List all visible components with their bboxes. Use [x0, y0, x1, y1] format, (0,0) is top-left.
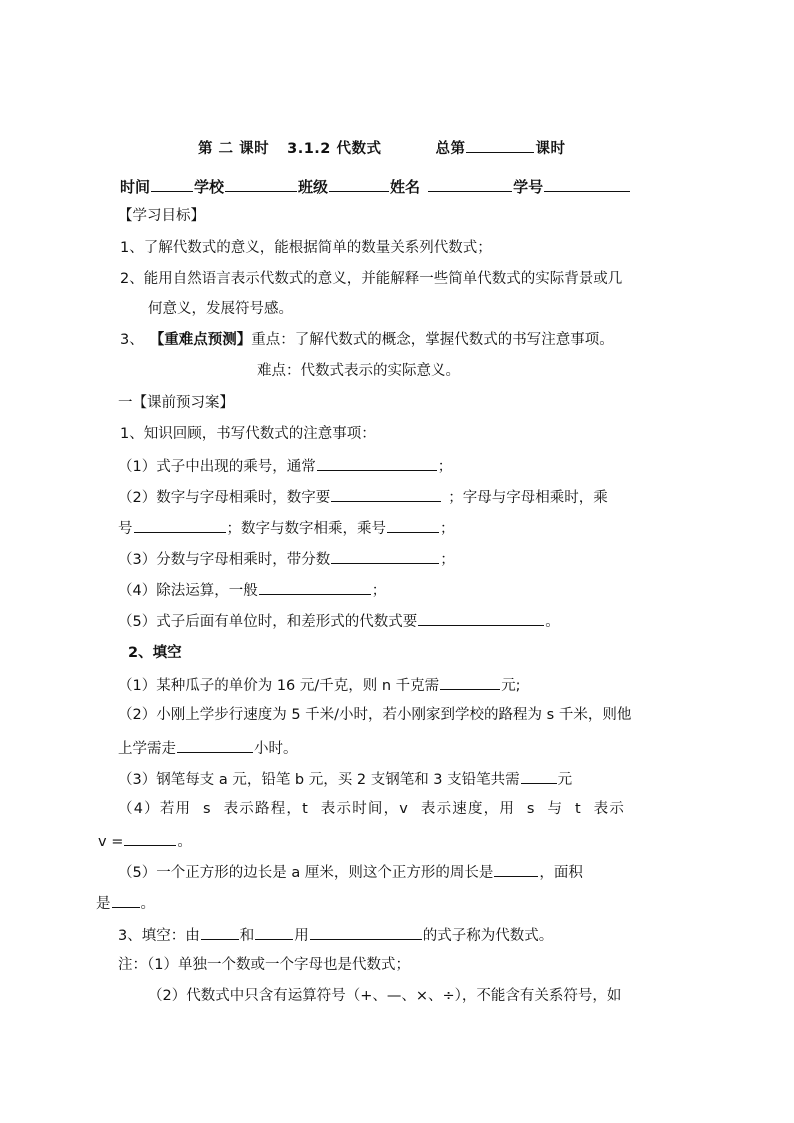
school-label: 学校: [194, 178, 225, 196]
fill-4-line-2: v = 。: [98, 830, 192, 852]
item-4-blank[interactable]: [259, 579, 371, 595]
item-5-blank[interactable]: [418, 610, 544, 626]
goal-2-line-1: 2、能用自然语言表示代数式的意义，并能解释一些简单代数式的实际背景或几: [120, 271, 623, 287]
q3-blank-b[interactable]: [255, 924, 293, 940]
item-3: （3）分数与字母相乘时，带分数 ；: [118, 548, 455, 570]
question-1: 1、知识回顾，书写代数式的注意事项：: [120, 426, 376, 442]
goal-3-number: 3、: [120, 332, 144, 348]
q3-blank-a[interactable]: [201, 924, 239, 940]
item-2-line-2: 号 ；数字与数字相乘，乘号 ；: [118, 517, 455, 539]
item-2-line-1: （2）数字与字母相乘时，数字要 ；字母与字母相乘时，乘: [118, 486, 608, 508]
class-blank[interactable]: [329, 176, 389, 192]
goal-3-text: 重点：了解代数式的概念，掌握代数式的书写注意事项。: [251, 332, 614, 348]
total-prefix: 总第: [435, 141, 466, 157]
fill-5-blank-a[interactable]: [494, 861, 538, 877]
info-row: [120, 176, 631, 197]
fill-4-line-1: （4）若用 s 表示路程，t 表示时间，v 表示速度，用 s 与 t 表示: [118, 801, 626, 817]
time-label: 时间: [120, 178, 151, 196]
item-1: （1）式子中出现的乘号，通常 ；: [118, 455, 452, 477]
note-2: （2）代数式中只含有运算符号（+、—、×、÷），不能含有关系符号，如: [148, 988, 622, 1004]
item-2-blank-c[interactable]: [387, 517, 439, 533]
goal-3-difficulty: 难点：代数式表示的实际意义。: [257, 363, 460, 379]
preview-heading: 一【课前预习案】: [118, 395, 234, 411]
goal-2-line-2: 何意义，发展符号感。: [148, 301, 293, 317]
item-2-blank-a[interactable]: [331, 486, 441, 502]
fill-5-line-1: （5）一个正方形的边长是 a 厘米，则这个正方形的周长是 ，面积: [118, 861, 583, 883]
fill-3-blank[interactable]: [521, 768, 557, 784]
total-blank[interactable]: [466, 137, 534, 153]
goal-1: 1、了解代数式的意义，能根据简单的数量关系列代数式；: [120, 240, 492, 256]
lesson-number: 第 二 课时: [198, 141, 270, 157]
fill-3: （3）钢笔每支 a 元，铅笔 b 元，买 2 支钢笔和 3 支铅笔共需 元: [118, 768, 572, 790]
note-1: 注：（1）单独一个数或一个字母也是代数式；: [118, 957, 410, 973]
name-blank[interactable]: [428, 176, 512, 192]
fill-2-blank[interactable]: [177, 737, 253, 753]
student-no-blank[interactable]: [544, 176, 630, 192]
total-suffix: 课时: [535, 141, 566, 157]
item-1-blank[interactable]: [317, 455, 437, 471]
lesson-topic: 3.1.2 代数式: [287, 141, 382, 157]
school-blank[interactable]: [225, 176, 297, 192]
fill-2-line-2: 上学需走 小时。: [118, 737, 298, 759]
fill-1-blank[interactable]: [440, 674, 500, 690]
name-label: 姓名: [390, 178, 421, 196]
fill-5-blank-b[interactable]: [112, 892, 140, 908]
fill-1: （1）某种瓜子的单价为 16 元/千克，则 n 千克需 元;: [118, 674, 521, 696]
fill-4-blank[interactable]: [124, 830, 176, 846]
goal-3-tag: 【重难点预测】: [149, 332, 252, 348]
page-title: [198, 137, 565, 159]
item-5: （5）式子后面有单位时，和差形式的代数式要 。: [118, 610, 560, 632]
fill-2-line-1: （2）小刚上学步行速度为 5 千米/小时，若小刚家到学校的路程为 s 千米，则他: [118, 707, 632, 723]
fill-5-line-2: 是 。: [96, 892, 155, 914]
student-no-label: 学号: [513, 178, 544, 196]
item-4: （4）除法运算，一般 ；: [118, 579, 386, 601]
goals-heading: 【学习目标】: [118, 208, 205, 224]
question-3: 3、填空：由 和 用 的式子称为代数式。: [118, 924, 553, 946]
item-2-blank-b[interactable]: [134, 517, 226, 533]
goal-3: [120, 330, 614, 350]
item-3-blank[interactable]: [331, 548, 439, 564]
class-label: 班级: [298, 178, 329, 196]
time-blank[interactable]: [151, 176, 193, 192]
q3-blank-c[interactable]: [310, 924, 422, 940]
question-2: 2、填空: [128, 645, 182, 661]
